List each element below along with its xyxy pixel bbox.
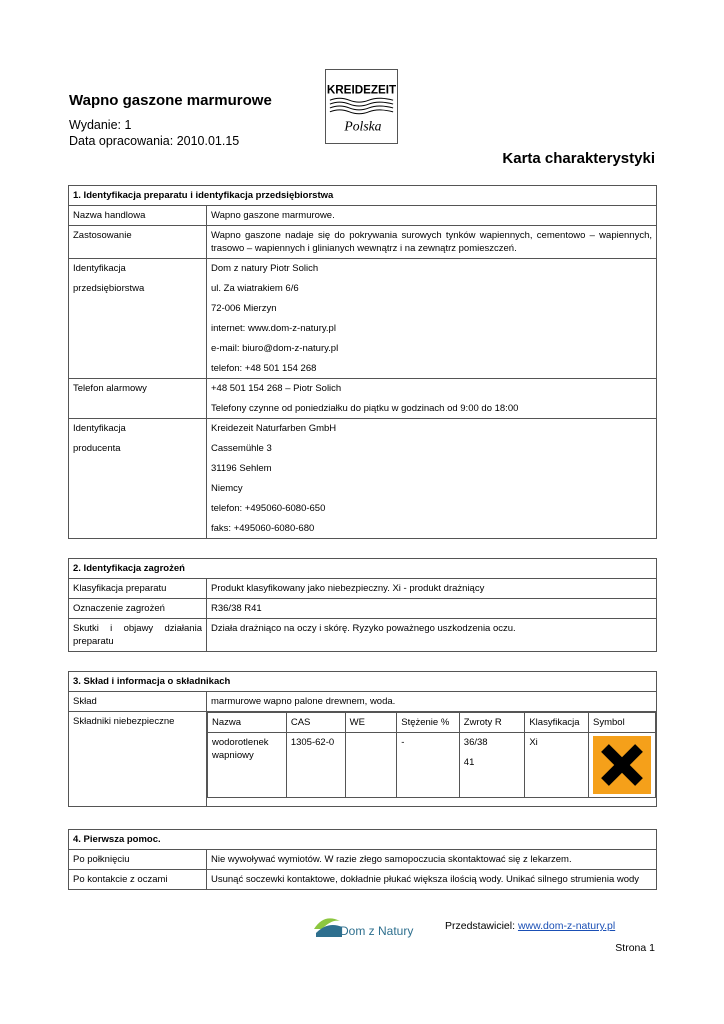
preparation-date: Data opracowania: 2010.01.15 [69, 134, 240, 148]
composition-value: marmurowe wapno palone drewnem, woda. [207, 692, 657, 712]
component-symbol [589, 733, 656, 798]
producer-line: Kreidezeit Naturfarben GmbH [211, 423, 337, 434]
hazard-value: R36/38 R41 [207, 599, 657, 619]
swallow-label: Po połknięciu [69, 850, 207, 870]
producer-line: faks: +495060-6080-680 [211, 523, 315, 534]
effects-value: Działa drażniąco na oczy i skórę. Ryzyko poważnego uszkodzenia oczu. [207, 619, 657, 652]
trade-name-label: Nazwa handlowa [69, 206, 207, 226]
section-2-table [68, 558, 657, 652]
components-table [207, 712, 656, 798]
producer-label: Identyfikacja producenta [69, 419, 207, 539]
representative [445, 920, 615, 932]
swallow-value: Nie wywoływać wymiotów. W razie złego samopoczucia skontaktować się z lekarzem. [207, 850, 657, 870]
company-line: e-mail: biuro@dom-z-natury.pl [211, 343, 339, 354]
producer-line: Cassemühle 3 [211, 443, 272, 454]
component-classification: Xi [525, 733, 589, 798]
company-line: Dom z natury Piotr Solich [211, 263, 319, 274]
eyes-contact-value: Usunąć soczewki kontaktowe, dokładnie płukać większa ilością wody. Unikać silnego strumienia wody [207, 870, 657, 890]
column-header: Zwroty R [459, 713, 525, 733]
company-line: telefon: +48 501 154 268 [211, 363, 317, 374]
section-4-heading: 4. Pierwsza pomoc. [69, 830, 657, 850]
classification-value: Produkt klasyfikowany jako niebezpieczny. Xi - produkt drażniący [207, 579, 657, 599]
producer-line: 31196 Sehlem [211, 463, 272, 474]
kreidezeit-logo [325, 69, 398, 144]
section-3-table [68, 671, 657, 807]
company-label: Identyfikacja przedsiębiorstwa [69, 259, 207, 379]
component-concentration: - [397, 733, 460, 798]
column-header: WE [345, 713, 397, 733]
column-header: Symbol [589, 713, 656, 733]
producer-line: Niemcy [211, 483, 243, 494]
composition-label: Skład [69, 692, 207, 712]
component-we [345, 733, 397, 798]
usage-label: Zastosowanie [69, 226, 207, 259]
document-title: Wapno gaszone marmurowe [69, 92, 272, 109]
dom-z-natury-logo [312, 911, 417, 941]
edition: Wydanie: 1 [69, 118, 132, 132]
column-header: Nazwa [208, 713, 287, 733]
representative-label: Przedstawiciel: [445, 920, 516, 932]
harmful-x-icon [593, 736, 651, 794]
column-header: Stężenie % [397, 713, 460, 733]
company-line: 72-006 Mierzyn [211, 303, 277, 314]
component-r-phrases: 36/38 41 [459, 733, 525, 798]
component-name: wodorotlenek wapniowy [208, 733, 287, 798]
section-4-table [68, 829, 657, 890]
hazardous-components-label: Składniki niebezpieczne [69, 712, 207, 807]
classification-label: Klasyfikacja preparatu [69, 579, 207, 599]
hazardous-components-cell [207, 712, 657, 807]
effects-label: Skutki i objawy działania preparatu [69, 619, 207, 652]
trade-name-value: Wapno gaszone marmurowe. [207, 206, 657, 226]
usage-value: Wapno gaszone nadaje się do pokrywania surowych tynków wapiennych, cementowo – wapiennych, trasowo – wapiennych i glinianych wewnątrz i na zewnątrz pomieszczeń. [207, 226, 657, 259]
svg-text:KREIDEZEIT: KREIDEZEIT [326, 83, 397, 97]
alarm-phone-label: Telefon alarmowy [69, 379, 207, 419]
column-header: Klasyfikacja [525, 713, 589, 733]
svg-text:Dom z Natury: Dom z Natury [340, 924, 414, 938]
company-line: internet: www.dom-z-natury.pl [211, 323, 336, 334]
company-details [207, 259, 657, 379]
page-number: Strona 1 [615, 942, 655, 954]
producer-line: telefon: +495060-6080-650 [211, 503, 326, 514]
representative-link[interactable]: www.dom-z-natury.pl [517, 920, 616, 932]
section-3-heading: 3. Skład i informacja o składnikach [69, 672, 657, 692]
hazard-label: Oznaczenie zagrożeń [69, 599, 207, 619]
svg-text:Polska: Polska [344, 118, 382, 134]
alarm-line: +48 501 154 268 – Piotr Solich [211, 383, 342, 394]
section-1-table [68, 185, 657, 539]
document-type: Karta charakterystyki [502, 150, 655, 167]
component-cas: 1305-62-0 [286, 733, 345, 798]
section-2-heading: 2. Identyfikacja zagrożeń [69, 559, 657, 579]
producer-details [207, 419, 657, 539]
alarm-line: Telefony czynne od poniedziałku do piątku w godzinach od 9:00 do 18:00 [211, 403, 519, 414]
alarm-phone-details [207, 379, 657, 419]
column-header: CAS [286, 713, 345, 733]
section-1-heading: 1. Identyfikacja preparatu i identyfikacja przedsiębiorstwa [69, 186, 657, 206]
company-line: ul. Za wiatrakiem 6/6 [211, 283, 299, 294]
eyes-contact-label: Po kontakcie z oczami [69, 870, 207, 890]
